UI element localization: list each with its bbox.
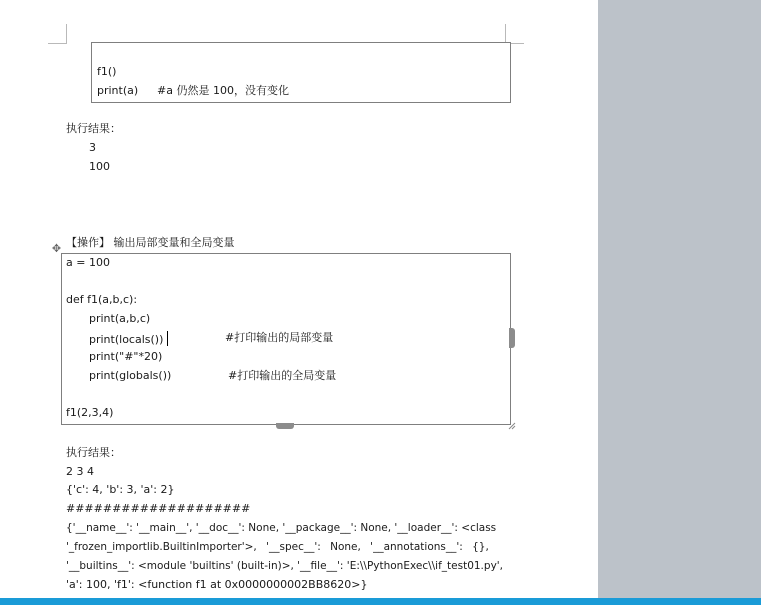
result-line: {'__name__': '__main__', '__doc__': None, '__package__': None, '__loader__': <class [66,522,497,534]
code-line: f1(2,3,4) [66,406,114,419]
result-value: 100 [89,160,110,173]
code-line: print(globals()) [89,369,172,382]
code-comment: #打印输出的局部变量 [225,331,334,344]
code-comment: #打印输出的全局变量 [228,369,337,382]
code-line: print(locals()) [89,333,164,346]
code-line: f1() [97,65,117,78]
code-line: print(a,b,c) [89,312,151,325]
code-block-1[interactable] [91,42,511,103]
workspace-background [598,0,761,605]
result-label: 执行结果： [66,446,121,459]
section-title: 【操作】 输出局部变量和全局变量 [66,236,235,249]
code-line: def f1(a,b,c): [66,293,138,306]
resize-handle-bottom[interactable] [276,423,294,429]
resize-handle-right[interactable] [509,328,515,348]
result-line: '_frozen_importlib.BuiltinImporter'>, '__spec__': None, '__annotations__': {}, [66,541,489,553]
resize-corner-icon[interactable] [508,422,516,430]
move-handle-icon[interactable]: ✥ [51,242,62,255]
code-line: print("#"*20) [89,350,163,363]
result-line: {'c': 4, 'b': 3, 'a': 2} [66,483,175,496]
code-comment: #a 仍然是 100，没有变化 [157,84,289,97]
crop-mark-left-v [66,24,67,44]
result-value: 3 [89,141,96,154]
status-bar-strip [0,598,761,605]
result-line: '__builtins__': <module 'builtins' (built-in)>, '__file__': 'E:\\PythonExec\\if_test01.py', [66,560,504,572]
result-label: 执行结果： [66,122,121,135]
result-line: 'a': 100, 'f1': <function f1 at 0x0000000002BB8620>} [66,578,368,591]
crop-mark-left-h [48,43,67,44]
result-line: 2 3 4 [66,465,94,478]
code-line-with-cursor[interactable] [89,331,168,347]
crop-mark-right-v [505,24,506,44]
code-line: print(a) [97,84,139,97]
code-line: a = 100 [66,256,110,269]
text-cursor [167,331,168,346]
result-line: #################### [66,502,251,515]
